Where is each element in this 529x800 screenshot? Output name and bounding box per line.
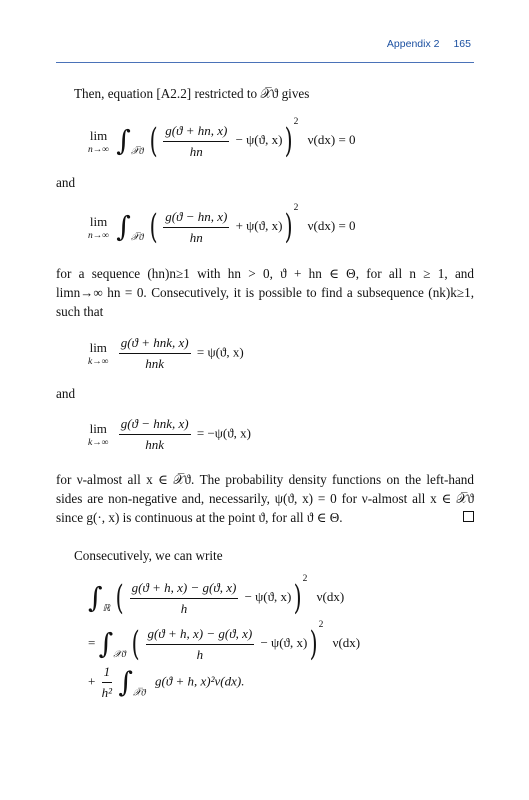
eq1-tail: − ψ(ϑ, x) [235, 132, 283, 147]
eq3-fraction: $\frac{\text{g(ϑ + hnk, x)}}{\text{hnk}}$ [120, 335, 189, 371]
eq5-l3-body: g(ϑ + h, x)²ν(dx). [155, 673, 245, 689]
eq2-power: 2 [293, 203, 299, 213]
sequence-paragraph-line-3: such that [56, 304, 104, 319]
eq4-fraction: $\frac{\text{g(ϑ − hnk, x)}}{\text{hnk}}$ [120, 416, 189, 452]
header-rule [56, 62, 474, 63]
eq5-l3-plus: + [88, 673, 96, 689]
equation-2: lim n→∞ $\int_{𝒳̅ϑ}$ ( $\frac{g(ϑ - hn, x)}{hn}$ + ψ(ϑ, x))$^2$ ν(dx) = 0 [88, 203, 356, 248]
eq4-rhs: = −ψ(ϑ, x) [196, 425, 252, 441]
eq5-l2-equals: = [88, 635, 96, 650]
running-head [387, 38, 471, 50]
eq1-fraction: $\frac{g(ϑ + hn, x)}{hn}$ [165, 122, 228, 159]
qed-box [463, 511, 474, 522]
eq5-l2-power: 2 [318, 620, 324, 630]
eq2-fraction: $\frac{g(ϑ - hn, x)}{hn}$ [165, 208, 228, 245]
eq5-l2-integral-domain: 𝒳ϑ [113, 650, 127, 660]
and-text-1: and [56, 175, 76, 190]
eq1-measure: ν(dx) = 0 [307, 132, 356, 147]
equation-5-line-3 [88, 664, 244, 701]
page-number: 165 [453, 38, 471, 50]
eq5-l3-integral-sign: ∫ [118, 665, 133, 699]
running-head-label: Appendix 2 [386, 38, 440, 50]
eq5-l1-fraction: $\frac{g(ϑ + h, x) - g(ϑ, x)}{h}$ [131, 579, 237, 616]
eq4-limit: lim k→∞ [88, 421, 109, 448]
eq5-l2-tail: − ψ(ϑ, x) [260, 635, 308, 650]
eq2-tail: + ψ(ϑ, x) [235, 218, 283, 233]
equation-5-line-1: $\int_ℝ$ ( $\frac{g(ϑ + h, x) - g(ϑ, x)}{h}$ − ψ(ϑ, x))$^2$ ν(dx) [88, 574, 345, 619]
consecutively-text: Consecutively, we can write [74, 548, 223, 563]
eq5-l2-fraction: $\frac{g(ϑ + h, x) - g(ϑ, x)}{h}$ [147, 625, 253, 662]
eq3-limit: lim k→∞ [88, 340, 109, 367]
eq5-l3-integral-domain: 𝒳̅ϑ [132, 688, 146, 699]
eq5-l2-integral-sign: ∫ [98, 627, 114, 661]
equation-1: lim n→∞ $\int_{𝒳̅ϑ}$ ( $\frac{g(ϑ + hn, x)}{hn}$ − ψ(ϑ, x))$^2$ ν(dx) = 0 [88, 117, 356, 162]
eq5-l1-tail: − ψ(ϑ, x) [244, 589, 292, 604]
nu-paragraph-line-3: since g(·, x) is continuous at the point ϑ, for all ϑ ∈ Θ. [56, 510, 343, 525]
intro-text: Then, equation [A2.2] restricted to 𝒳̅ϑ gives [74, 86, 310, 101]
equation-4 [88, 416, 251, 453]
eq2-limit: lim n→∞ [88, 213, 110, 241]
eq1-integral-sign: ∫ [116, 124, 131, 158]
eq2-integral-sign: ∫ [116, 210, 131, 244]
sequence-paragraph-line-2: limn→∞ hn = 0. Consecutively, it is possible to find a subsequence (nk)k≥1, [56, 285, 474, 300]
eq1-power: 2 [293, 117, 299, 127]
equation-5-line-2: = $\int_{𝒳ϑ}$ ( $\frac{g(ϑ + h, x) - g(ϑ, x)}{h}$ − ψ(ϑ, x))$^2$ ν(dx) [88, 620, 361, 665]
eq1-integral-domain: 𝒳̅ϑ [130, 147, 144, 157]
nu-paragraph-line-1: for ν-almost all x ∈ 𝒳̅ϑ. The probability density functions on the left-hand [56, 472, 474, 487]
eq5-l2-measure: ν(dx) [332, 635, 361, 650]
eq5-l1-integral-domain: ℝ [102, 604, 111, 614]
eq5-l1-measure: ν(dx) [316, 589, 345, 604]
eq2-integral-domain: 𝒳̅ϑ [130, 233, 144, 243]
sequence-paragraph-line-1: for a sequence (hn)n≥1 with hn > 0, ϑ + hn ∈ Θ, for all n ≥ 1, and [56, 266, 474, 281]
nu-paragraph-line-2: sides are non-negative and, necessarily, ψ(ϑ, x) = 0 for ν-almost all x ∈ 𝒳̅ϑ [56, 491, 474, 506]
eq3-rhs: = ψ(ϑ, x) [196, 344, 244, 360]
eq2-measure: ν(dx) = 0 [307, 218, 356, 233]
eq5-l3-fraction: $\frac{1}{\text{h²}}$ [101, 664, 113, 700]
eq5-l1-integral-sign: ∫ [88, 581, 103, 615]
equation-3 [88, 335, 244, 372]
eq1-limit: lim n→∞ [88, 127, 110, 155]
and-text-2: and [56, 386, 76, 401]
eq5-l1-power: 2 [302, 574, 308, 584]
